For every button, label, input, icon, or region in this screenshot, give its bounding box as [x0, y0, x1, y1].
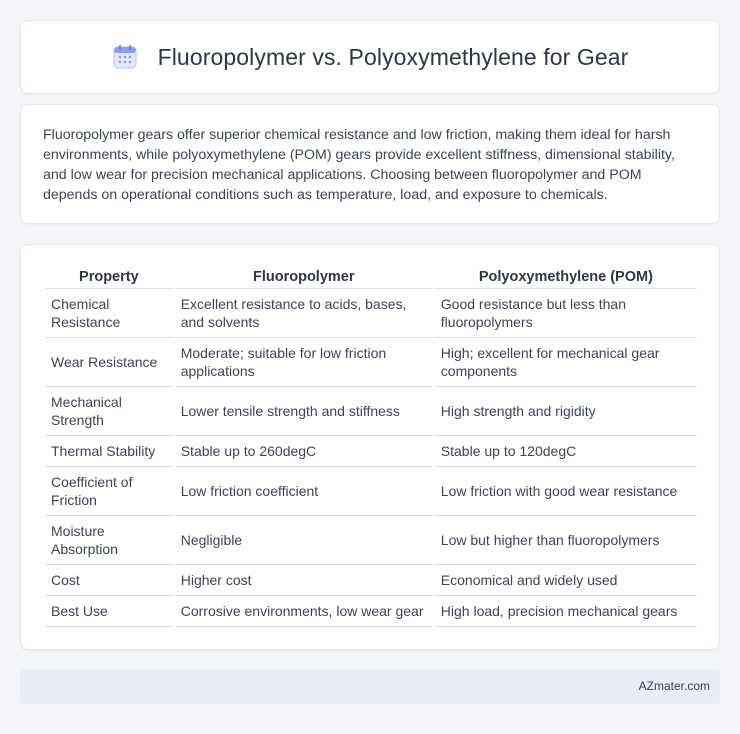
footer-brand[interactable]: AZmater.com — [638, 679, 710, 693]
title-wrap — [112, 44, 629, 71]
cell-property: Wear Resistance — [45, 338, 173, 387]
table-header-row — [45, 267, 697, 289]
cell-fluoropolymer: Excellent resistance to acids, bases, and solvents — [175, 289, 433, 338]
cell-pom: High; excellent for mechanical gear components — [435, 338, 697, 387]
table-row — [45, 516, 697, 565]
cell-property: Best Use — [45, 596, 173, 627]
cell-pom: Stable up to 120degC — [435, 436, 697, 467]
cell-property: Thermal Stability — [45, 436, 173, 467]
page-title: Fluoropolymer vs. Polyoxymethylene for Gear — [157, 43, 629, 70]
cell-pom: High strength and rigidity — [435, 387, 697, 436]
calendar-icon — [112, 44, 138, 70]
header-pom: Polyoxymethylene (POM) — [435, 267, 697, 289]
table-row — [45, 436, 697, 467]
cell-property: Cost — [45, 565, 173, 596]
cell-property: Coefficient of Friction — [45, 467, 173, 516]
cell-property: Mechanical Strength — [45, 387, 173, 436]
cell-pom: Low friction with good wear resistance — [435, 467, 697, 516]
header-property: Property — [45, 267, 173, 289]
intro-card — [20, 104, 720, 224]
cell-fluoropolymer: Corrosive environments, low wear gear — [175, 596, 433, 627]
cell-fluoropolymer: Higher cost — [175, 565, 433, 596]
table-row — [45, 387, 697, 436]
comparison-table — [43, 267, 699, 627]
cell-pom: Low but higher than fluoropolymers — [435, 516, 697, 565]
cell-fluoropolymer: Stable up to 260degC — [175, 436, 433, 467]
table-row — [45, 565, 697, 596]
cell-fluoropolymer: Low friction coefficient — [175, 467, 433, 516]
cell-fluoropolymer: Negligible — [175, 516, 433, 565]
cell-pom: Economical and widely used — [435, 565, 697, 596]
cell-fluoropolymer: Moderate; suitable for low friction applications — [175, 338, 433, 387]
table-card — [20, 244, 720, 650]
table-row — [45, 289, 697, 338]
cell-property: Chemical Resistance — [45, 289, 173, 338]
header-card — [20, 20, 720, 94]
cell-property: Moisture Absorption — [45, 516, 173, 565]
footer-bar — [20, 670, 720, 704]
table-row — [45, 467, 697, 516]
cell-pom: High load, precision mechanical gears — [435, 596, 697, 627]
header-fluoropolymer: Fluoropolymer — [175, 267, 433, 289]
table-row — [45, 338, 697, 387]
table-row — [45, 596, 697, 627]
cell-pom: Good resistance but less than fluoropolymers — [435, 289, 697, 338]
intro-text: Fluoropolymer gears offer superior chemical resistance and low friction, making them ideal for harsh environments, while polyoxymethylene (POM) gears provide excellent stiffness, dimensional stability, and low wear for precision mechanical applications. Choosing between fluoropolymer and POM depends on operational conditions such as temperature, load, and exposure to chemicals. — [43, 127, 675, 203]
cell-fluoropolymer: Lower tensile strength and stiffness — [175, 387, 433, 436]
